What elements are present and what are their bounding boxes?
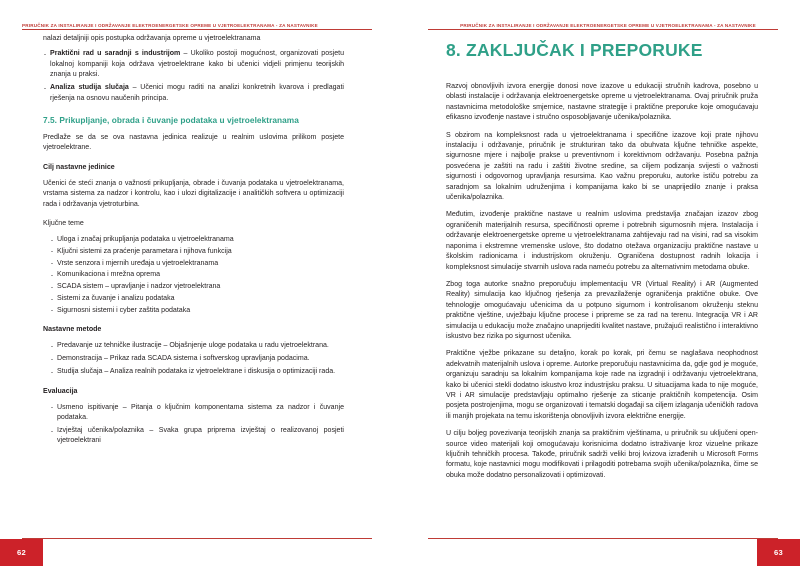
list-item	[43, 83, 344, 104]
list-item: · Izvještaj učenika/polaznika – Svaka grupa priprema izvještaj o realizovanoj posjeti vjetroelektrani	[50, 426, 344, 447]
footer-rule	[428, 538, 778, 539]
bullet-lead-term: Praktični rad u saradnji s industrijom	[50, 50, 181, 58]
list-item: · Ključni sistemi za praćenje parametara i njihova funkcija	[50, 247, 344, 257]
intro-bullet-list	[43, 49, 344, 104]
bullet-body: – Ukoliko postoji mogućnost, organizovati posjetu lokalnoj kompaniji koja održava vjetroelektrane kako bi učenici vidjeli primjenu teorijskih znanja u praksi.	[50, 50, 345, 79]
list-item	[43, 49, 344, 80]
running-header-text: PRIRUČNIK ZA INSTALIRANJE I ODRŽAVANJE ELEKTROENERGETSKE OPREME U VJETROELEKTRANAMA - ZA NASTAVNIKE	[460, 23, 756, 28]
page-left-content	[43, 34, 344, 520]
goal-paragraph: Učenici će steći znanja o važnosti prikupljanja, obrade i čuvanja podataka u vjetroelektranama, vrstama sistema za nadzor i kontrolu, kao i ulozi digitalizacije i analitičkih softvera u optimizaciji rada i održavanja vjetroturbina.	[43, 179, 344, 208]
footer-rule	[22, 538, 372, 539]
chapter-heading-8: 8. ZAKLJUČAK I PREPORUKE	[446, 40, 703, 60]
page-right-content	[446, 30, 758, 520]
paragraph: Praktične vježbe prikazane su detaljno, korak po korak, pri čemu se naglašava neophodnost adekvatnih materijalnih uslova i opreme. Autorke preporučuju nastavnicima da, gdje god je moguće, organizuju saradnju sa lokalnim kompanijama koje rade na izgradnji i održavanju vjetroelektrana, kako bi učenici stekli dodatno iskustvo kroz industrijsku praksu. U situacijama kada to nije moguće, VR i AR simulacije predstavljaju optimalno rješenje za sticanje praktičnih kompetencija. Osim posjeta postrojenjima, mogu se organizovati i tematski događaji sa ciljem izlaganja učeničkih radova ili manjih projekata na temu iskorištenja obnovljivih izvora električne energije.	[446, 350, 758, 420]
footer-left	[0, 538, 384, 566]
paragraph: Međutim, izvođenje praktične nastave u realnim uslovima predstavlja značajan izazov zbog ograničenih materijalnih resursa, specifičnosti opreme i potrebnih sigurnosnih mjera. Instalacija i održavanje elektroenergetske opreme u vjetroelektranama zahtijevaju rad na visini, rad sa visokim naponima i ekstremne vremenske uslove, što dodatno otežava organizaciju praktične nastave u školskim radionicama i industrijskom okruženju. Ograničena dostupnost radnih lokacija i kompleksnost simulacije stvarnih uslova rada nameću potrebu za alternativnim metodama obuke.	[446, 211, 758, 271]
bullet-lead-term: Analiza studija slučaja	[50, 84, 129, 92]
running-header-left	[0, 14, 384, 30]
methods-heading: Nastavne metode	[43, 326, 102, 334]
key-topics-list	[43, 235, 344, 316]
list-item: · Uloga i značaj prikupljanja podataka u vjetroelektranama	[50, 235, 344, 245]
continued-paragraph: nalazi detaljniji opis postupka održavanja opreme u vjetroelektranama	[43, 35, 261, 42]
list-item: · Komunikaciona i mrežna oprema	[50, 270, 344, 280]
paragraph: U cilju boljeg povezivanja teorijskih znanja sa praktičnim vještinama, u priručnik su uključeni open-source video materijali koji omogućavaju korisnicima dodatno istraživanje kroz vizuelne prikaze ključnih tehničkih procesa. Takođe, priručnik sadrži veliki broj kvizova izrađenih u Microsoft Forms formatu, koje nastavnici mogu modifikovati i prilagoditi potrebama svojih učenika/polaznika, čime se obuka može dodatno personalizovati i optimizovati.	[446, 430, 758, 479]
paragraph: S obzirom na kompleksnost rada u vjetroelektranama i specifične izazove koji prate njihovu instalaciju i održavanje, priručnik je strukturiran tako da obuhvata ključne tehničke aspekte, sigurnosne mjere i najbolje prakse u preventivnom i korektivnom održavanju. Posebna pažnja posvećena je zaštiti na radu i zaštiti životne sredine, sa ciljem podizanja svijesti o važnosti sigurnosti i odgovornog upravljanja resursima. Kao važnu preporuku, autorke ističu potrebu za saradnjom sa lokalnim udruženjima i kompanijama kako bi se unaprijedilo znanje i praksa učenika/polaznika.	[446, 131, 758, 202]
page-number-badge: 62	[0, 539, 43, 566]
running-header-text: PRIRUČNIK ZA INSTALIRANJE I ODRŽAVANJE ELEKTROENERGETSKE OPREME U VJETROELEKTRANAMA - ZA NASTAVNIKE	[22, 23, 318, 28]
page-left	[0, 0, 384, 566]
list-item: · Sistemi za čuvanje i analizu podataka	[50, 294, 344, 304]
list-item: · Studija slučaja – Analiza realnih podataka iz vjetroelektrane i diskusija o optimizaciji rada.	[50, 367, 344, 377]
running-header-right	[416, 14, 800, 30]
bullet-body: – Učenici mogu raditi na analizi konkretnih kvarova i predlagati rješenja na osnovu naučenih principa.	[50, 84, 344, 102]
header-rule	[22, 29, 372, 30]
list-item: · Vrste senzora i mjernih uređaja u vjetroelektranama	[50, 259, 344, 269]
paragraph: Zbog toga autorke snažno preporučuju implementaciju VR (Virtual Reality) i AR (Augmented Reality) simulacija kao ključnog rješenja za prevazilaženje ograničenja praktične obuke. Ove tehnologije omogućavaju učenicima da u potpuno sigurnom i kontrolisanom okruženju steknu praktične vještine, uvježbaju ključne procese i pripreme se za rad na terenu. Integracija VR i AR simulacija u edukaciju može značajno unaprijediti kvalitet nastave, pružajući realistično i interaktivno iskustvo bez rizika po sigurnost učenika.	[446, 280, 758, 340]
paragraph: Razvoj obnovljivih izvora energije donosi nove izazove u edukaciji stručnih kadrova, posebno u oblasti instalacije i održavanja elektroenergetske opreme u vjetroelektranama. Ovaj priručnik pruža nastavnicima metodološke smjernice, nastavne strategije i praktične preporuke koje omogućavaju efikasno izvođenje nastave i stručno osposobljavanje učenika/polaznika.	[446, 83, 758, 122]
list-item: · Predavanje uz tehničke ilustracije – Objašnjenje uloge podataka u radu vjetroelektrana.	[50, 341, 344, 351]
list-item: · Sigurnosni sistemi i cyber zaštita podataka	[50, 306, 344, 316]
section-heading-7-5: 7.5. Prikupljanje, obrada i čuvanje podataka u vjetroelektranama	[43, 115, 299, 126]
list-item: · Usmeno ispitivanje – Pitanja o ključnim komponentama sistema za nadzor i čuvanje podataka.	[50, 403, 344, 424]
evaluation-list	[43, 403, 344, 447]
page-right	[416, 0, 800, 566]
goal-heading: Cilj nastavne jedinice	[43, 163, 115, 171]
key-topics-heading: Ključne teme	[43, 220, 84, 228]
section-intro-paragraph: Predlaže se da se ova nastavna jedinica realizuje u realnim uslovima prilikom posjete vjetroelektrane.	[43, 134, 344, 152]
page-number-badge: 63	[757, 539, 800, 566]
list-item: · Demonstracija – Prikaz rada SCADA sistema i softverskog upravljanja podacima.	[50, 354, 344, 364]
methods-list	[43, 341, 344, 377]
evaluation-heading: Evaluacija	[43, 387, 78, 395]
footer-right	[416, 538, 800, 566]
list-item: · SCADA sistem – upravljanje i nadzor vjetroelektrana	[50, 282, 344, 292]
